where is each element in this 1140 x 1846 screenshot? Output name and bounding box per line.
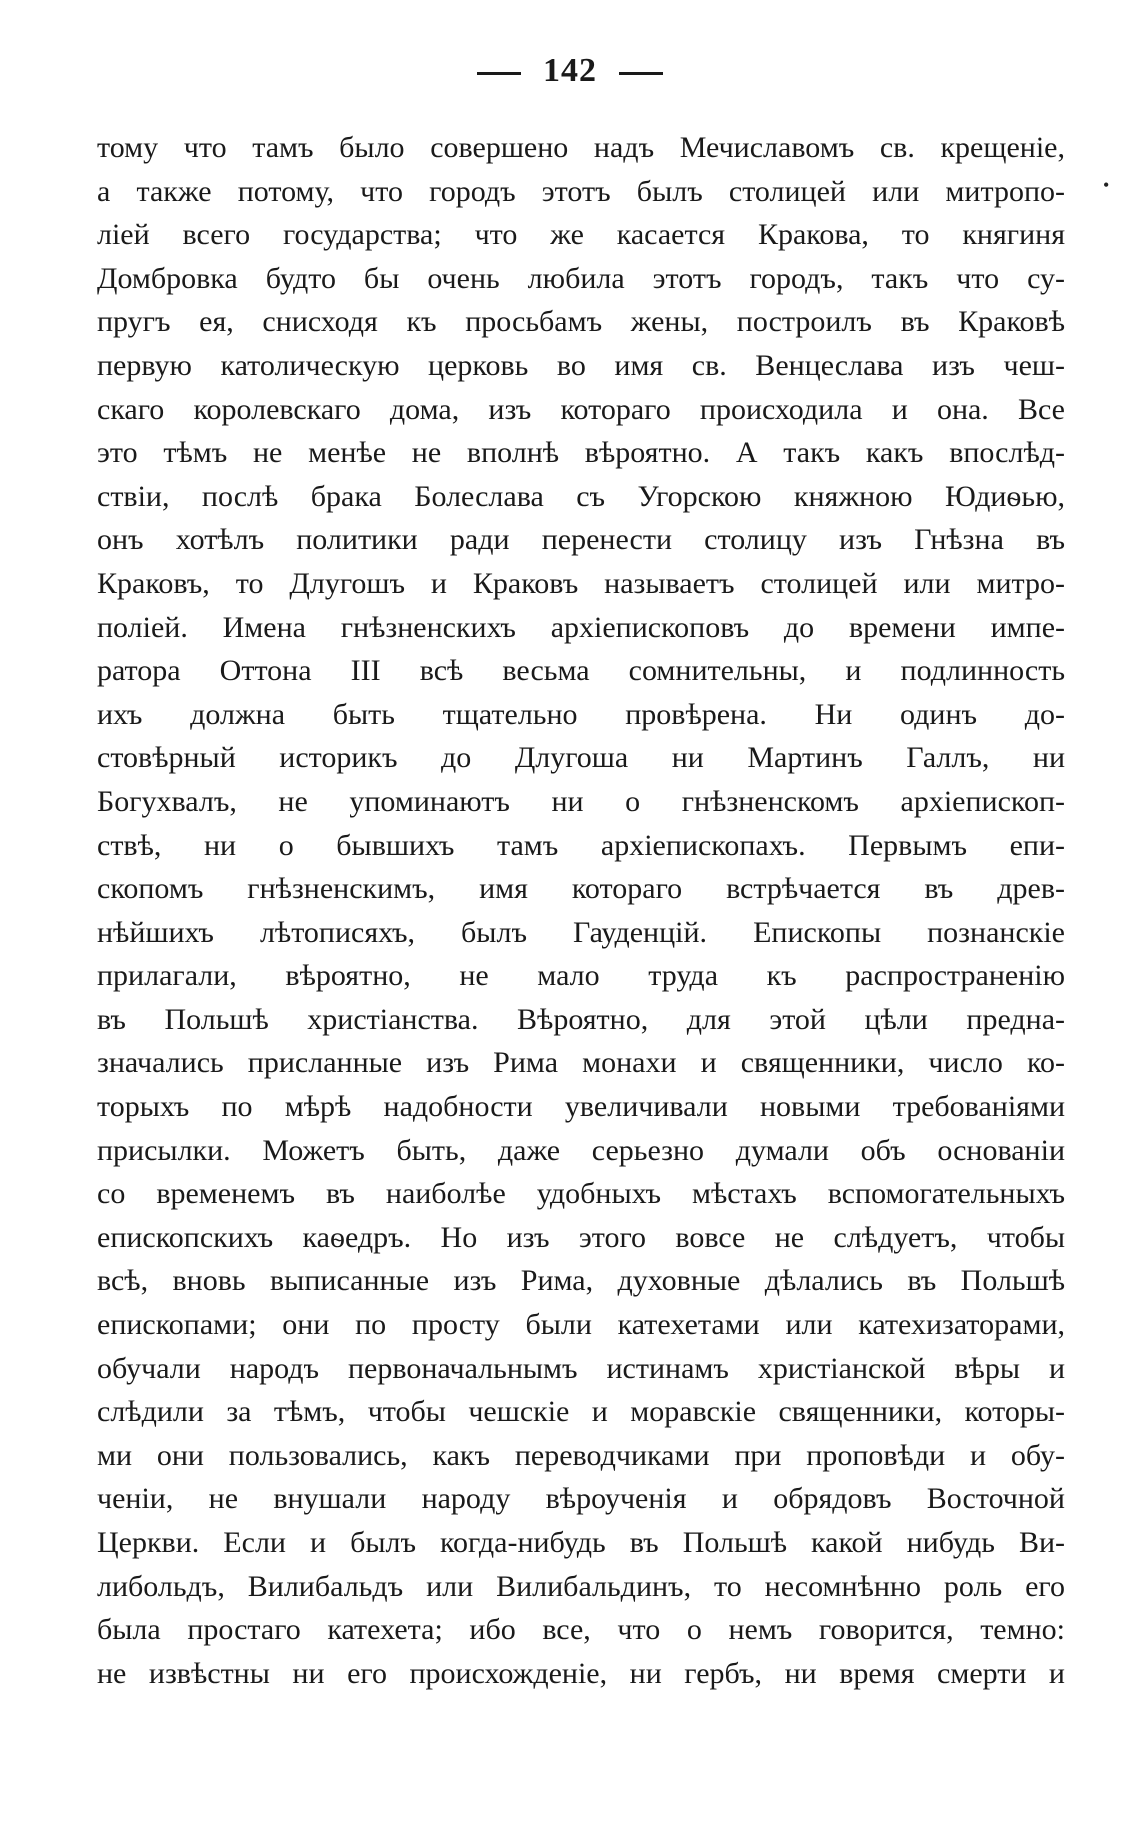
page-number: 142 — [543, 52, 597, 89]
text-line: стовѣрный историкъ до Длугоша ни Мартинъ Галлъ, ни — [97, 741, 1065, 775]
text-line: всѣ, вновь выписанные изъ Рима, духовные дѣлались въ Польшѣ — [97, 1264, 1065, 1298]
text-line: въ Польшѣ христіанства. Вѣроятно, для этой цѣли предна- — [97, 1002, 1065, 1036]
text-line: ихъ должна быть тщательно провѣрена. Ни одинъ до- — [97, 697, 1065, 731]
text-line: ченіи, не внушали народу вѣроученія и обрядовъ Восточной — [97, 1482, 1065, 1516]
text-line: Краковъ, то Длугошъ и Краковъ называетъ столицей или митро- — [97, 566, 1065, 600]
text-line: скопомъ гнѣзненскимъ, имя котораго встрѣчается въ древ- — [97, 872, 1065, 906]
text-line: епископскихъ каѳедръ. Но изъ этого вовсе не слѣдуетъ, чтобы — [97, 1220, 1065, 1254]
text-line: Домбровка будто бы очень любила этотъ городъ, такъ что су- — [97, 261, 1065, 295]
text-line: ліей всего государства; что же касается Кракова, то княгиня — [97, 218, 1065, 252]
text-line: обучали народъ первоначальнымъ истинамъ христіанской вѣры и — [97, 1351, 1065, 1385]
text-line: значались присланные изъ Рима монахи и священники, число ко- — [97, 1046, 1065, 1080]
text-line: это тѣмъ не менѣе не вполнѣ вѣроятно. А такъ какъ впослѣд- — [97, 436, 1065, 470]
left-dash — [477, 72, 521, 75]
text-line: была простаго катехета; ибо все, что о немъ говорится, темно: — [97, 1613, 1065, 1647]
right-dash — [619, 72, 663, 75]
text-line: ратора Оттона III всѣ весьма сомнительны, и подлинность — [97, 654, 1065, 688]
margin-mark: • — [1103, 175, 1110, 195]
text-line: прилагали, вѣроятно, не мало труда къ распространенію — [97, 959, 1065, 993]
text-line: ми они пользовались, какъ переводчиками при проповѣди и обу- — [97, 1438, 1065, 1472]
text-line: торыхъ по мѣрѣ надобности увеличивали новыми требованіями — [97, 1090, 1065, 1124]
text-line: первую католическую церковь во имя св. Венцеслава изъ чеш- — [97, 348, 1065, 382]
text-line: нѣйшихъ лѣтописяхъ, былъ Гауденцій. Епископы познанскіе — [97, 915, 1065, 949]
page-header — [0, 52, 1140, 90]
text-line: епископами; они по просту были катехетами или катехизаторами, — [97, 1308, 1065, 1342]
text-line: ствѣ, ни о бывшихъ тамъ архіепископахъ. Первымъ епи- — [97, 828, 1065, 862]
text-line: либольдъ, Вилибальдъ или Вилибальдинъ, то несомнѣнно роль его — [97, 1569, 1065, 1603]
text-line: поліей. Имена гнѣзненскихъ архіепископовъ до времени импе- — [97, 610, 1065, 644]
text-line: а также потому, что городъ этотъ былъ столицей или митропо- — [97, 174, 1065, 208]
text-line: слѣдили за тѣмъ, чтобы чешскіе и моравскіе священники, которы- — [97, 1395, 1065, 1429]
text-line: тому что тамъ было совершено надъ Мечиславомъ св. крещеніе, — [97, 131, 1065, 164]
text-line: Церкви. Если и былъ когда-нибудь въ Польшѣ какой нибудь Ви- — [97, 1526, 1065, 1559]
text-line: ствіи, послѣ брака Болеслава съ Угорскою княжною Юдиѳью, — [97, 479, 1065, 513]
text-line: не извѣстны ни его происхожденіе, ни гербъ, ни время смерти и — [97, 1656, 1065, 1690]
text-line: пругъ ея, снисходя къ просьбамъ жены, построилъ въ Краковѣ — [97, 305, 1065, 339]
text-line: скаго королевскаго дома, изъ котораго происходила и она. Все — [97, 392, 1065, 426]
text-line: Богухвалъ, не упоминаютъ ни о гнѣзненскомъ архіепископ- — [97, 784, 1065, 818]
text-line: со временемъ въ наиболѣе удобныхъ мѣстахъ вспомогательныхъ — [97, 1177, 1065, 1211]
text-line: присылки. Можетъ быть, даже серьезно думали объ основаніи — [97, 1133, 1065, 1167]
body-text — [97, 126, 1065, 1695]
text-line: онъ хотѣлъ политики ради перенести столицу изъ Гнѣзна въ — [97, 523, 1065, 557]
